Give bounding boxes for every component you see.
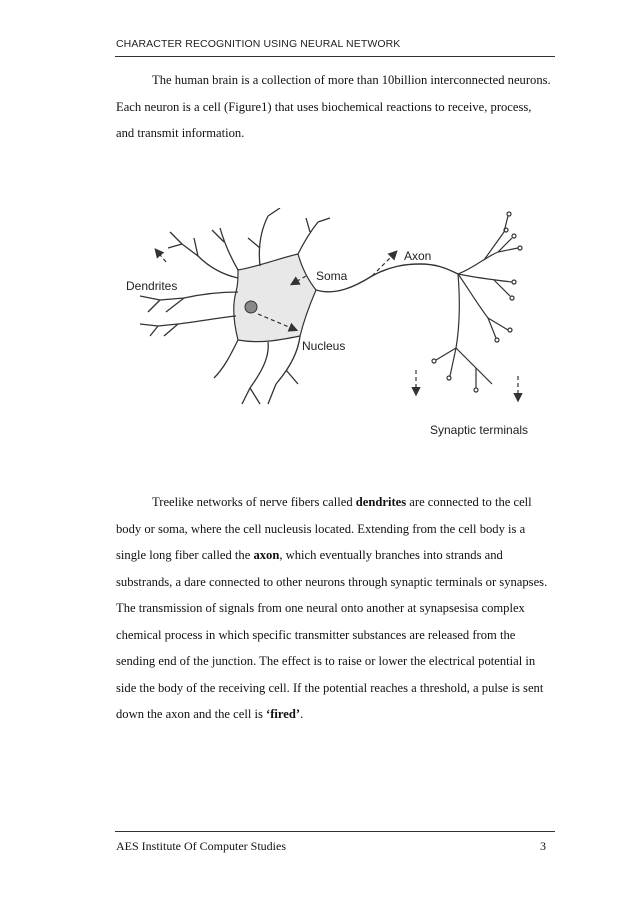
- term-fired: ‘fired’: [266, 707, 301, 721]
- neuron-figure: [120, 208, 530, 448]
- p2-text-1: Treelike networks of nerve fibers called: [152, 495, 356, 509]
- header-rule: [115, 56, 555, 57]
- term-dendrites: dendrites: [355, 495, 407, 509]
- page-number: 3: [540, 839, 546, 853]
- axon-label: Axon: [404, 249, 432, 263]
- intro-text: The human brain is a collection of more than 10billion interconnected neurons. Each neuron is a cell (Figure1) that uses biochemical reactions to receive, process, and transmit information.: [116, 73, 551, 140]
- footer-rule: [115, 831, 555, 832]
- body-paragraph: [116, 489, 552, 728]
- p2-text-3: , which eventually branches into strands and substrands, a dare connected to other neurons through synaptic terminals or synapses. The transmission of signals from one neural onto another at synapsesisa complex chemical process in which specific transmitter substances are released from the sending end of the junction. The effect is to raise or lower the electrical potential in side the body of the receiving cell. If the potential reaches a threshold, a pulse is sent down the axon and the cell is: [116, 548, 548, 721]
- p2-text-4: .: [300, 707, 304, 721]
- soma-label: Soma: [316, 269, 348, 283]
- p2-text-2: are connected to the cell body or soma, where the cell nucleusis located. Extending from the cell body is a single long fiber called the: [116, 495, 532, 562]
- nucleus-dot: [245, 301, 257, 313]
- footer-institute: AES Institute Of Computer Studies: [116, 839, 286, 853]
- term-axon: axon: [253, 548, 280, 562]
- dendrites-label: Dendrites: [126, 279, 178, 293]
- soma-body: [234, 254, 316, 342]
- running-header: CHARACTER RECOGNITION USING NEURAL NETWORK: [116, 38, 401, 50]
- axon-terminal-branches: [432, 212, 522, 392]
- intro-paragraph: [116, 67, 552, 147]
- nucleus-label: Nucleus: [302, 339, 346, 353]
- synaptic-terminals-label: Synaptic terminals: [430, 423, 529, 437]
